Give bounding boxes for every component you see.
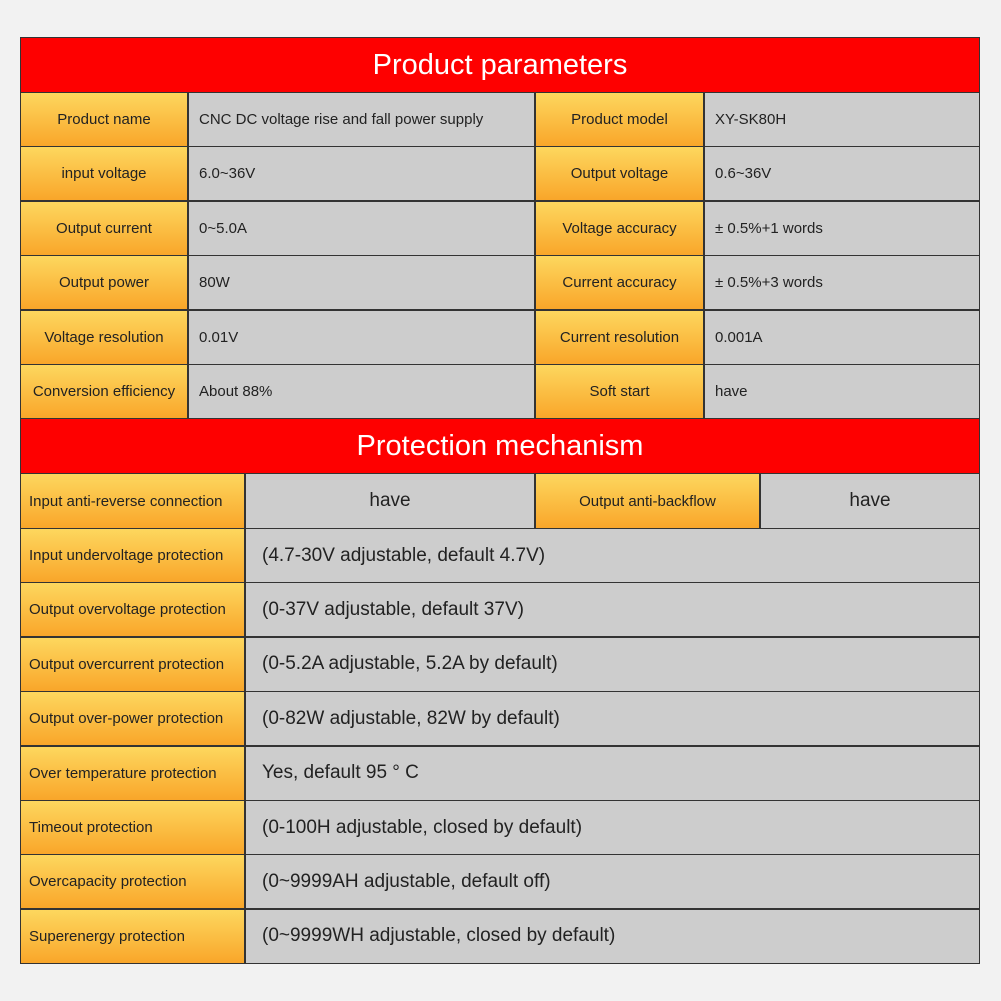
spec-value: (0-100H adjustable, closed by default) <box>245 800 980 855</box>
spec-value: About 88% <box>188 364 535 419</box>
spec-label: Over temperature protection <box>20 746 245 801</box>
spec-label: Input undervoltage protection <box>20 528 245 583</box>
parameter-row <box>20 146 980 201</box>
product-parameters-header <box>20 37 980 93</box>
spec-label: Output over-power protection <box>20 691 245 746</box>
section-title: Protection mechanism <box>356 429 644 462</box>
spec-label: Product model <box>535 92 704 147</box>
spec-label: Output current <box>20 201 188 256</box>
protection-row <box>20 528 980 583</box>
spec-value: (0-82W adjustable, 82W by default) <box>245 691 980 746</box>
spec-label: Soft start <box>535 364 704 419</box>
spec-value: have <box>704 364 980 419</box>
spec-value: 0~5.0A <box>188 201 535 256</box>
spec-label: Timeout protection <box>20 800 245 855</box>
spec-label: input voltage <box>20 146 188 201</box>
spec-label: Output overcurrent protection <box>20 637 245 692</box>
spec-value: ± 0.5%+3 words <box>704 255 980 310</box>
spec-value: (0-5.2A adjustable, 5.2A by default) <box>245 637 980 692</box>
protection-row <box>20 854 980 909</box>
protection-row <box>20 637 980 692</box>
spec-label: Current accuracy <box>535 255 704 310</box>
parameter-row <box>20 92 980 147</box>
spec-value: have <box>760 473 980 529</box>
spec-label: Voltage accuracy <box>535 201 704 256</box>
spec-value: (4.7-30V adjustable, default 4.7V) <box>245 528 980 583</box>
protection-row <box>20 800 980 855</box>
parameter-row <box>20 310 980 365</box>
spec-value: CNC DC voltage rise and fall power supply <box>188 92 535 147</box>
spec-label: Output voltage <box>535 146 704 201</box>
spec-label: Input anti-reverse connection <box>20 473 245 529</box>
spec-value: (0~9999AH adjustable, default off) <box>245 854 980 909</box>
parameter-row <box>20 255 980 310</box>
protection-mechanism-header <box>20 418 980 474</box>
parameter-row <box>20 201 980 256</box>
spec-value: ± 0.5%+1 words <box>704 201 980 256</box>
spec-value: 0.01V <box>188 310 535 365</box>
protection-row <box>20 746 980 801</box>
spec-label: Product name <box>20 92 188 147</box>
spec-value: have <box>245 473 535 529</box>
parameter-row <box>20 364 980 419</box>
protection-row <box>20 909 980 964</box>
spec-value: Yes, default 95 ° C <box>245 746 980 801</box>
spec-value: (0-37V adjustable, default 37V) <box>245 582 980 637</box>
spec-value: (0~9999WH adjustable, closed by default) <box>245 909 980 964</box>
spec-value: XY-SK80H <box>704 92 980 147</box>
spec-label: Superenergy protection <box>20 909 245 964</box>
spec-label: Current resolution <box>535 310 704 365</box>
spec-label: Output overvoltage protection <box>20 582 245 637</box>
spec-value: 6.0~36V <box>188 146 535 201</box>
spec-value: 80W <box>188 255 535 310</box>
protection-row <box>20 691 980 746</box>
spec-label: Voltage resolution <box>20 310 188 365</box>
spec-label: Conversion efficiency <box>20 364 188 419</box>
spec-label: Overcapacity protection <box>20 854 245 909</box>
section-title: Product parameters <box>372 48 628 81</box>
spec-value: 0.001A <box>704 310 980 365</box>
spec-value: 0.6~36V <box>704 146 980 201</box>
protection-row <box>20 582 980 637</box>
spec-label: Output power <box>20 255 188 310</box>
spec-label: Output anti-backflow <box>535 473 760 529</box>
protection-row-anti-reverse <box>20 473 980 529</box>
